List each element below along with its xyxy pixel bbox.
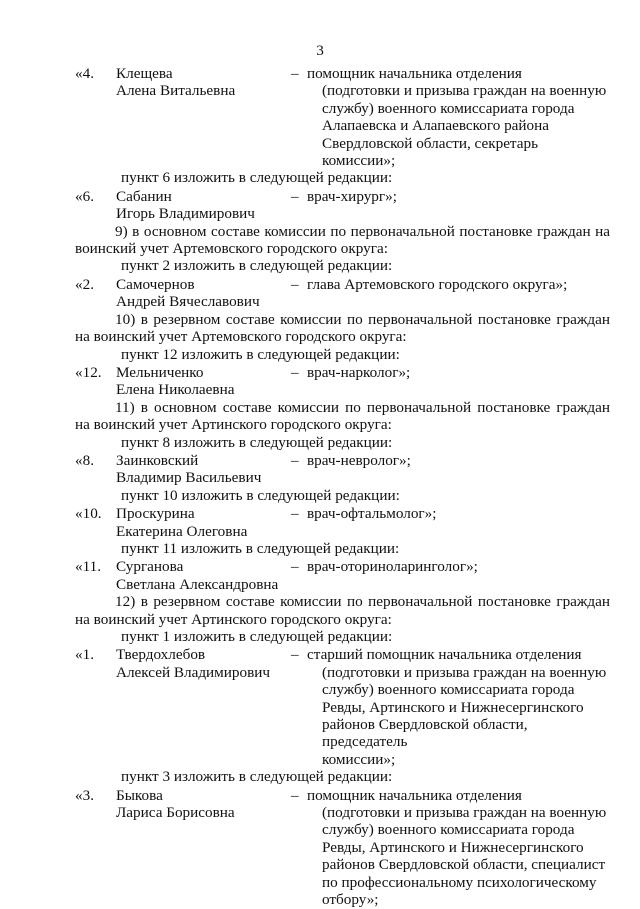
- position-line: Алапаевска и Алапаевского района: [322, 117, 550, 135]
- member-entry: [75, 646, 610, 768]
- entry-dash: –: [291, 187, 299, 205]
- entry-number: «2.: [75, 275, 94, 293]
- position-line: Свердловской области, секретарь комиссии»;: [322, 134, 539, 170]
- member-position: [307, 646, 610, 768]
- member-entry: [75, 787, 610, 909]
- member-name: [116, 364, 291, 399]
- section-paragraph: 12) в резервном составе комиссии по первоначальной постановке граждан на воинский учет Артинского городского округа:: [75, 593, 610, 628]
- position-line: врач-невролог»;: [307, 451, 411, 469]
- member-position: [307, 188, 610, 223]
- position-line: врач-хирург»;: [307, 187, 397, 205]
- position-line: (подготовки и призыва граждан на военную: [322, 82, 607, 100]
- amendment-instruction: пункт 1 изложить в следующей редакции:: [121, 628, 393, 645]
- member-position: [307, 364, 610, 399]
- member-name: [116, 276, 291, 311]
- member-given-names: Светлана Александровна: [116, 575, 279, 593]
- member-name: [116, 188, 291, 223]
- position-line: старший помощник начальника отделения: [307, 646, 582, 664]
- position-line: (подготовки и призыва граждан на военную: [322, 804, 607, 822]
- member-entry: [75, 276, 610, 311]
- member-position: [307, 505, 610, 540]
- entry-number: «4.: [75, 65, 94, 82]
- entry-dash: –: [291, 275, 299, 293]
- position-line: службу) военного комиссариата города: [322, 99, 575, 117]
- member-name: [116, 646, 291, 768]
- member-entry: [75, 364, 610, 399]
- amendment-instruction: пункт 2 изложить в следующей редакции:: [121, 257, 393, 275]
- position-line: помощник начальника отделения: [307, 65, 522, 82]
- member-entry: [75, 188, 610, 223]
- member-given-names: Екатерина Олеговна: [116, 522, 248, 540]
- position-line: районов Свердловской области, председатель: [322, 716, 528, 751]
- member-given-names: Елена Николаевна: [116, 381, 235, 399]
- position-line: комиссии»;: [322, 750, 396, 768]
- member-given-names: Владимир Васильевич: [116, 469, 262, 487]
- entry-dash: –: [291, 451, 299, 469]
- entry-dash: –: [291, 786, 299, 804]
- entry-number: «10.: [75, 505, 102, 523]
- position-line: помощник начальника отделения: [307, 786, 522, 804]
- member-given-names: Лариса Борисовна: [116, 804, 235, 822]
- position-line: глава Артемовского городского округа»;: [307, 275, 568, 293]
- position-line: районов Свердловской области, специалист: [322, 856, 606, 874]
- position-line: Ревды, Артинского и Нижнесергинского: [322, 698, 584, 716]
- member-name: [116, 787, 291, 909]
- member-position: [307, 65, 610, 169]
- position-line: врач-нарколог»;: [307, 363, 411, 381]
- member-position: [307, 276, 610, 311]
- member-entry: [75, 452, 610, 487]
- position-line: Ревды, Артинского и Нижнесергинского: [322, 838, 584, 856]
- document-body: [75, 64, 610, 909]
- member-given-names: Андрей Вячеславович: [116, 293, 260, 311]
- entry-number: «8.: [75, 451, 94, 469]
- entry-number: «12.: [75, 363, 102, 381]
- entry-dash: –: [291, 363, 299, 381]
- position-line: по профессиональному психологическому: [322, 873, 597, 891]
- member-surname: Быкова: [116, 786, 163, 804]
- position-line: (подготовки и призыва граждан на военную: [322, 663, 607, 681]
- member-surname: Самочернов: [116, 275, 195, 293]
- member-name: [116, 558, 291, 593]
- member-entry: [75, 505, 610, 540]
- member-position: [307, 452, 610, 487]
- member-surname: Сабанин: [116, 187, 172, 205]
- page-number: 3: [316, 42, 324, 59]
- member-surname: Клещева: [116, 65, 173, 82]
- position-line: врач-оториноларинголог»;: [307, 558, 478, 576]
- member-given-names: Игорь Владимирович: [116, 205, 255, 223]
- amendment-instruction: пункт 8 изложить в следующей редакции:: [121, 433, 393, 451]
- amendment-instruction: пункт 12 изложить в следующей редакции:: [121, 345, 400, 363]
- entry-dash: –: [291, 65, 299, 82]
- member-surname: Заинковский: [116, 451, 199, 469]
- member-position: [307, 558, 610, 593]
- amendment-instruction: пункт 11 изложить в следующей редакции:: [121, 539, 400, 557]
- position-line: отбору»;: [322, 891, 379, 909]
- entry-number: «11.: [75, 558, 102, 576]
- entry-number: «6.: [75, 187, 94, 205]
- entry-dash: –: [291, 558, 299, 576]
- entry-number: «3.: [75, 786, 94, 804]
- entry-dash: –: [291, 505, 299, 523]
- position-line: службу) военного комиссариата города: [322, 681, 575, 699]
- member-name: [116, 65, 291, 169]
- member-name: [116, 505, 291, 540]
- section-paragraph: 11) в основном составе комиссии по первоначальной постановке граждан на воинский учет Артинского городского округа:: [75, 398, 610, 434]
- member-surname: Сурганова: [116, 558, 184, 576]
- position-line: врач-офтальмолог»;: [307, 505, 437, 523]
- member-entry: [75, 65, 610, 169]
- member-entry: [75, 558, 610, 593]
- section-paragraph: 10) в резервном составе комиссии по первоначальной постановке граждан на воинский учет Артемовского городского округа:: [75, 310, 610, 346]
- member-surname: Проскурина: [116, 505, 195, 523]
- member-surname: Твердохлебов: [116, 646, 206, 664]
- amendment-instruction: пункт 3 изложить в следующей редакции:: [121, 768, 393, 786]
- member-given-names: Алена Витальевна: [116, 82, 236, 100]
- member-given-names: Алексей Владимирович: [116, 663, 271, 681]
- entry-dash: –: [291, 646, 299, 664]
- member-surname: Мельниченко: [116, 363, 204, 381]
- amendment-instruction: пункт 10 изложить в следующей редакции:: [121, 486, 400, 504]
- amendment-instruction: пункт 6 изложить в следующей редакции:: [121, 169, 393, 187]
- section-paragraph: 9) в основном составе комиссии по первоначальной постановке граждан на воинский учет Артемовского городского округа:: [75, 222, 610, 258]
- entry-number: «1.: [75, 646, 94, 664]
- member-name: [116, 452, 291, 487]
- position-line: службу) военного комиссариата города: [322, 821, 575, 839]
- member-position: [307, 787, 610, 909]
